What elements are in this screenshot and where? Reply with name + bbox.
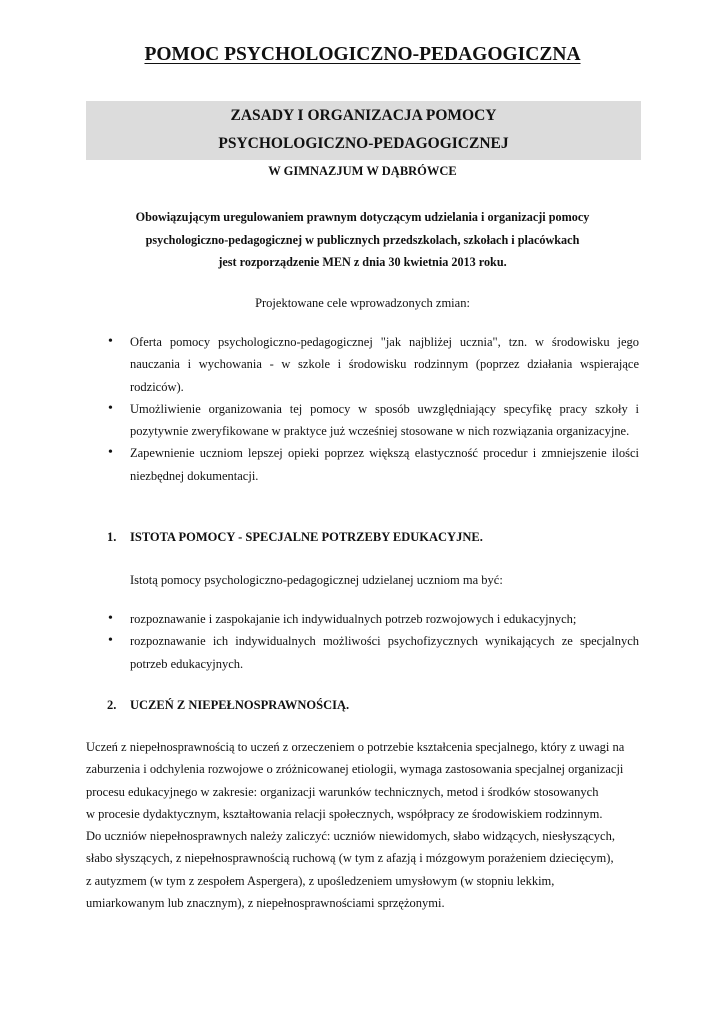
- section-heading-2: [107, 696, 349, 714]
- document-title: POMOC PSYCHOLOGICZNO-PEDAGOGICZNA: [144, 44, 581, 65]
- paragraph-line: Uczeń z niepełnosprawnością to uczeń z orzeczeniem o potrzebie kształcenia specjalnego, który z uwagi na: [86, 740, 625, 754]
- intro-line: jest rozporządzenie MEN z dnia 30 kwietnia 2013 roku.: [218, 255, 507, 269]
- section-number: 1.: [107, 530, 117, 544]
- section-title: ISTOTA POMOCY - SPECJALNE POTRZEBY EDUKACYJNE.: [130, 530, 483, 544]
- paragraph-line: procesu edukacyjnego w zakresie: organizacji warunków technicznych, metod i środków stosowanych: [86, 784, 599, 799]
- section-title: UCZEŃ Z NIEPEŁNOSPRAWNOŚCIĄ.: [130, 698, 350, 712]
- intro-line: Obowiązującym uregulowaniem prawnym dotyczącym udzielania i organizacji pomocy: [135, 210, 590, 224]
- goals-intro: Projektowane cele wprowadzonych zmian:: [255, 296, 470, 310]
- banner-title-line-1: ZASADY I ORGANIZACJA POMOCY: [230, 107, 497, 124]
- list-item: • Umożliwienie organizowania tej pomocy w sposób uwzględniający specyfikę pracy szkoły i pozytywnie zweryfikowane w praktyce już wcześniej stosowane w nich rozwiązania organizacyjne.: [130, 398, 639, 443]
- paragraph-line: z autyzmem (w tym z zespołem Aspergera), z upośledzeniem umysłowym (w stopniu lekkim,: [86, 873, 555, 888]
- paragraph-line: umiarkowanym lub znacznym), z niepełnosprawnościami sprzężonymi.: [86, 896, 445, 911]
- legal-basis-paragraph: [80, 206, 645, 274]
- goals-list: [130, 331, 639, 487]
- school-subtitle: W GIMNAZJUM W DĄBRÓWCE: [268, 164, 457, 178]
- paragraph-line: Do uczniów niepełnosprawnych należy zaliczyć: uczniów niewidomych, słabo widzących, niesłyszących,: [86, 829, 615, 844]
- banner-title-line-2: PSYCHOLOGICZNO-PEDAGOGICZNEJ: [218, 135, 509, 152]
- section-heading-1: [107, 528, 483, 546]
- list-item: • rozpoznawanie i zaspokajanie ich indywidualnych potrzeb rozwojowych i edukacyjnych;: [130, 608, 639, 630]
- paragraph-line: słabo słyszących, z niepełnosprawnością ruchową (w tym z afazją i mózgowym porażeniem dziecięcym),: [86, 851, 614, 866]
- list-item: • Oferta pomocy psychologiczno-pedagogicznej "jak najbliżej ucznia", tzn. w środowisku jego nauczania i wychowania - w szkole i środowisku rodzinnym (poprzez działania wspierające rodziców).: [130, 331, 639, 398]
- paragraph-line: w procesie dydaktycznym, kształtowania relacji społecznych, współpracy ze środowiskiem rodzinnym.: [86, 806, 603, 821]
- intro-line: psychologiczno-pedagogicznej w publicznych przedszkolach, szkołach i placówkach: [145, 232, 580, 247]
- section-number: 2.: [107, 698, 117, 712]
- section-1-intro: Istotą pomocy psychologiczno-pedagogicznej udzielanej uczniom ma być:: [130, 573, 503, 587]
- disability-paragraph: [86, 736, 646, 914]
- list-item: • Zapewnienie uczniom lepszej opieki poprzez większą elastyczność procedur i zmniejszenie ilości niezbędnej dokumentacji.: [130, 442, 639, 487]
- paragraph-line: zaburzenia i odchylenia rozwojowe o zróżnicowanej etiologii, wymaga zastosowania specjalnej organizacji: [86, 762, 624, 777]
- list-item: • rozpoznawanie ich indywidualnych możliwości psychofizycznych wynikających ze specjalnych potrzeb edukacyjnych.: [130, 630, 639, 675]
- needs-list: [130, 608, 639, 675]
